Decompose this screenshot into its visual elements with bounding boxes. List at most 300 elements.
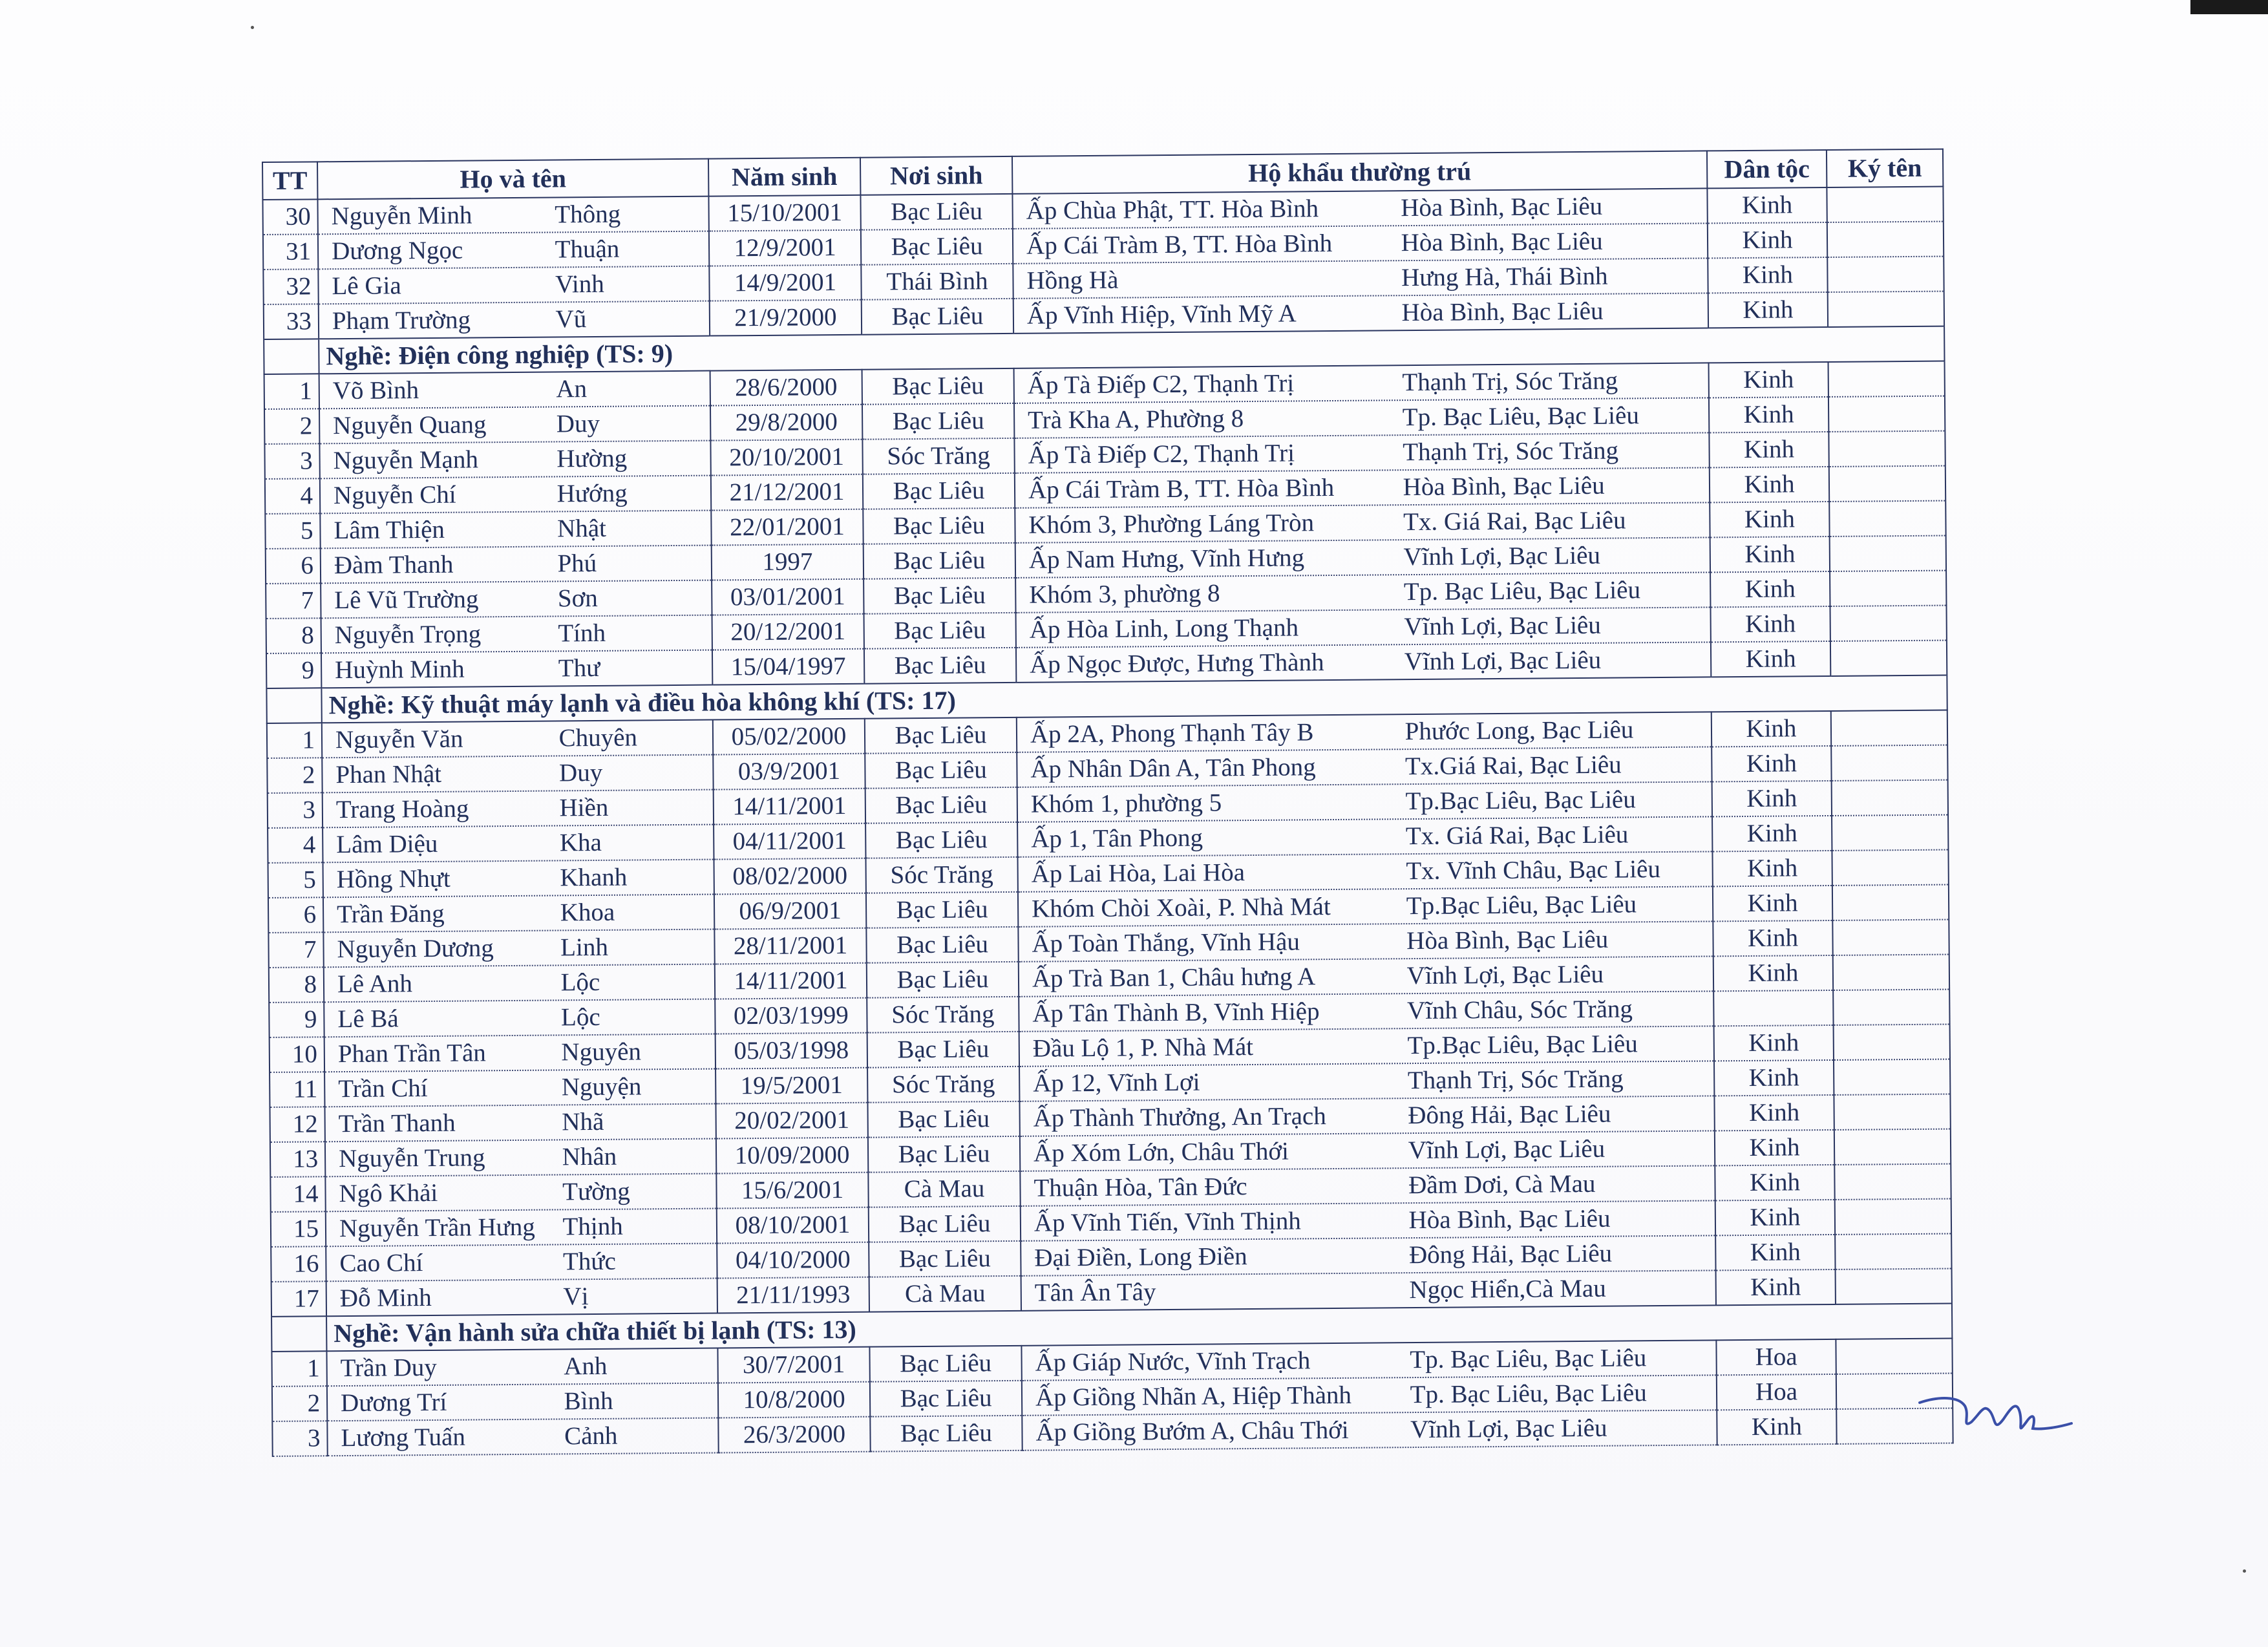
permanent-address bbox=[1023, 609, 1704, 646]
row-number: 10 bbox=[270, 1037, 324, 1072]
address-local: Khóm Chòi Xoài, P. Nhà Mát bbox=[1031, 893, 1331, 923]
address-local: Đại Điền, Long Điền bbox=[1034, 1242, 1247, 1272]
signature-cell bbox=[1828, 431, 1945, 467]
birth-date: 14/11/2001 bbox=[715, 963, 867, 999]
row-number: 33 bbox=[264, 304, 319, 339]
permanent-address bbox=[1025, 887, 1706, 925]
signature-cell bbox=[1830, 571, 1946, 606]
permanent-address-cell bbox=[1014, 398, 1709, 438]
given-name: Nhân bbox=[562, 1142, 617, 1171]
address-local: Ấp Thành Thưởng, An Trạch bbox=[1033, 1102, 1326, 1132]
row-number: 5 bbox=[265, 513, 320, 549]
row-number: 3 bbox=[272, 1421, 327, 1456]
row-number: 5 bbox=[268, 862, 323, 898]
permanent-address bbox=[1026, 992, 1706, 1030]
full-name bbox=[332, 1036, 708, 1071]
signature-cell bbox=[1834, 1094, 1950, 1130]
header-ho-va-ten: Họ và tên bbox=[317, 159, 708, 200]
birth-date: 05/02/2000 bbox=[713, 719, 865, 755]
birth-date: 26/3/2000 bbox=[718, 1417, 870, 1453]
row-number: 7 bbox=[266, 583, 321, 619]
full-name bbox=[328, 582, 705, 617]
signature-cell bbox=[1832, 780, 1948, 816]
family-middle-name: Nguyễn Chí bbox=[333, 480, 456, 510]
birth-date: 21/9/2000 bbox=[710, 300, 862, 336]
signature-cell bbox=[1831, 710, 1947, 746]
given-name: Thư bbox=[558, 653, 600, 683]
birth-place: Bạc Liêu bbox=[869, 1346, 1021, 1382]
permanent-address bbox=[1029, 1376, 1710, 1414]
address-local: Ấp Toàn Thắng, Vĩnh Hậu bbox=[1032, 928, 1300, 958]
signature-cell bbox=[1828, 292, 1944, 327]
family-middle-name: Phạm Trường bbox=[332, 306, 471, 335]
permanent-address bbox=[1026, 957, 1706, 995]
permanent-address bbox=[1026, 1062, 1707, 1100]
permanent-address-cell bbox=[1020, 1165, 1715, 1206]
full-name bbox=[326, 407, 703, 443]
permanent-address-cell bbox=[1013, 293, 1708, 333]
permanent-address-cell bbox=[1014, 432, 1709, 473]
full-name-cell bbox=[323, 790, 714, 828]
row-number: 9 bbox=[266, 653, 321, 688]
full-name bbox=[334, 1350, 710, 1385]
row-number: 1 bbox=[271, 1351, 326, 1387]
birth-place: Bạc Liêu bbox=[867, 1101, 1019, 1138]
address-local: Ấp Vĩnh Tiến, Vĩnh Thịnh bbox=[1033, 1207, 1301, 1237]
address-district-province: Tp. Bạc Liêu, Bạc Liêu bbox=[1410, 1344, 1647, 1374]
given-name: Vũ bbox=[555, 305, 587, 334]
full-name bbox=[330, 861, 707, 897]
signature-cell bbox=[1834, 1164, 1951, 1200]
full-name bbox=[330, 931, 707, 966]
address-local: Ấp Tân Thành B, Vĩnh Hiệp bbox=[1032, 997, 1320, 1028]
section-tt-cell bbox=[266, 688, 321, 723]
row-number: 6 bbox=[268, 897, 323, 933]
signature-cell bbox=[1835, 1234, 1951, 1270]
full-name bbox=[333, 1245, 710, 1280]
address-district-province: Tp. Bạc Liêu, Bạc Liêu bbox=[1403, 576, 1641, 606]
birth-date: 14/11/2001 bbox=[714, 789, 865, 825]
address-district-province: Ngọc Hiển,Cà Mau bbox=[1409, 1274, 1606, 1304]
birth-place: Sóc Trăng bbox=[865, 857, 1017, 893]
permanent-address-cell bbox=[1017, 851, 1712, 891]
ethnicity: Kinh bbox=[1716, 1270, 1836, 1305]
birth-place: Bạc Liêu bbox=[866, 927, 1018, 963]
full-name-cell bbox=[327, 1383, 718, 1421]
given-name: Vị bbox=[563, 1282, 589, 1311]
full-name-cell bbox=[324, 1034, 715, 1072]
full-name-cell bbox=[327, 1418, 718, 1456]
header-dan-toc: Dân tộc bbox=[1707, 150, 1827, 188]
signature-cell bbox=[1830, 606, 1946, 641]
section-title: Nghề: Vận hành sửa chữa thiết bị lạnh (TS: 13) bbox=[326, 1304, 1952, 1352]
ethnicity: Kinh bbox=[1714, 1095, 1834, 1131]
full-name bbox=[326, 372, 703, 408]
family-middle-name: Nguyễn Quang bbox=[333, 410, 487, 440]
given-name: Thịnh bbox=[562, 1212, 623, 1241]
address-district-province: Hưng Hà, Thái Bình bbox=[1401, 262, 1608, 292]
birth-date: 29/8/2000 bbox=[710, 405, 862, 441]
row-number: 32 bbox=[263, 269, 318, 304]
birth-date: 19/5/2001 bbox=[715, 1068, 867, 1104]
address-local: Thuận Hòa, Tân Đức bbox=[1033, 1173, 1247, 1202]
row-number: 3 bbox=[264, 443, 319, 479]
full-name bbox=[332, 1140, 709, 1176]
birth-place: Bạc Liêu bbox=[865, 717, 1017, 754]
permanent-address-cell bbox=[1015, 467, 1710, 507]
ethnicity: Kinh bbox=[1712, 711, 1831, 747]
ethnicity: Kinh bbox=[1714, 1025, 1834, 1061]
row-number: 3 bbox=[268, 792, 323, 828]
birth-place: Bạc Liêu bbox=[869, 1206, 1021, 1242]
birth-place: Bạc Liêu bbox=[863, 473, 1015, 509]
full-name-cell bbox=[321, 580, 712, 619]
permanent-address bbox=[1021, 399, 1702, 437]
address-local: Ấp 1, Tân Phong bbox=[1031, 824, 1203, 853]
address-local: Ấp Trà Ban 1, Châu hưng A bbox=[1032, 962, 1316, 993]
permanent-address bbox=[1021, 434, 1702, 472]
section-title: Nghề: Điện công nghiệp (TS: 9) bbox=[319, 326, 1944, 374]
birth-date: 20/10/2001 bbox=[710, 440, 862, 476]
birth-date: 05/03/1998 bbox=[715, 1033, 867, 1069]
family-middle-name: Lương Tuấn bbox=[341, 1423, 466, 1452]
birth-date: 12/9/2001 bbox=[709, 230, 861, 266]
birth-date: 15/10/2001 bbox=[708, 195, 860, 231]
given-name: Thức bbox=[562, 1247, 616, 1276]
permanent-address-cell bbox=[1016, 607, 1711, 647]
address-local: Ấp Giồng Nhãn A, Hiệp Thành bbox=[1035, 1381, 1352, 1412]
full-name bbox=[329, 756, 706, 792]
full-name-cell bbox=[326, 1348, 717, 1387]
given-name: Thông bbox=[555, 200, 621, 229]
full-name bbox=[330, 896, 707, 931]
permanent-address bbox=[1024, 783, 1705, 820]
permanent-address-cell bbox=[1019, 991, 1713, 1031]
full-name bbox=[334, 1385, 711, 1420]
birth-date: 04/10/2000 bbox=[717, 1242, 869, 1279]
permanent-address-cell bbox=[1016, 642, 1711, 682]
birth-place: Bạc Liêu bbox=[864, 613, 1016, 649]
row-number: 1 bbox=[267, 723, 322, 758]
birth-date: 03/01/2001 bbox=[712, 579, 864, 615]
permanent-address bbox=[1028, 1202, 1708, 1239]
birth-date: 10/8/2000 bbox=[718, 1382, 870, 1418]
family-middle-name: Ngô Khải bbox=[339, 1178, 438, 1208]
family-middle-name: Lâm Thiện bbox=[334, 515, 445, 545]
signature-cell bbox=[1833, 955, 1949, 990]
ethnicity: Kinh bbox=[1713, 955, 1833, 991]
signature-cell bbox=[1830, 536, 1946, 571]
ethnicity: Kinh bbox=[1715, 1200, 1835, 1235]
full-name-cell bbox=[324, 999, 715, 1037]
permanent-address bbox=[1024, 713, 1704, 750]
row-number: 31 bbox=[263, 234, 318, 270]
birth-date: 15/6/2001 bbox=[716, 1173, 868, 1209]
signature-cell bbox=[1832, 885, 1949, 920]
address-local: Ấp 2A, Phong Thạnh Tây B bbox=[1030, 718, 1314, 749]
given-name: Chuyên bbox=[558, 723, 638, 752]
signature-cell bbox=[1827, 187, 1943, 222]
full-name bbox=[331, 966, 708, 1001]
birth-date: 10/09/2000 bbox=[716, 1138, 868, 1174]
ethnicity: Kinh bbox=[1710, 502, 1829, 537]
birth-date: 04/11/2001 bbox=[714, 824, 865, 860]
birth-date: 08/02/2000 bbox=[714, 858, 866, 895]
family-middle-name: Lê Vũ Trường bbox=[334, 585, 479, 615]
row-number: 17 bbox=[271, 1281, 326, 1317]
address-district-province: Hòa Bình, Bạc Liêu bbox=[1406, 925, 1609, 955]
permanent-address bbox=[1022, 504, 1702, 542]
full-name-cell bbox=[321, 615, 712, 653]
row-number: 4 bbox=[265, 478, 320, 514]
row-number: 8 bbox=[266, 618, 321, 653]
signature-cell bbox=[1827, 222, 1944, 257]
birth-place: Bạc Liêu bbox=[862, 299, 1013, 335]
given-name: Kha bbox=[559, 828, 602, 857]
permanent-address bbox=[1022, 469, 1702, 507]
ethnicity: Kinh bbox=[1710, 571, 1830, 607]
given-name: An bbox=[556, 375, 588, 403]
birth-place: Bạc Liêu bbox=[867, 1032, 1019, 1068]
address-local: Ấp Nhân Dân A, Tân Phong bbox=[1030, 753, 1316, 783]
given-name: Hướng bbox=[556, 479, 628, 508]
given-name: Anh bbox=[564, 1352, 608, 1381]
full-name-cell bbox=[321, 650, 712, 688]
birth-place: Bạc Liêu bbox=[866, 892, 1018, 928]
full-name bbox=[328, 547, 705, 582]
header-noi-sinh: Nơi sinh bbox=[860, 156, 1012, 195]
full-name bbox=[327, 477, 704, 513]
full-name bbox=[324, 198, 701, 233]
ethnicity: Kinh bbox=[1712, 781, 1832, 816]
signature-cell bbox=[1831, 745, 1947, 781]
section-title: Nghề: Kỹ thuật máy lạnh và điều hòa không khí (TS: 17) bbox=[321, 675, 1947, 723]
row-number: 9 bbox=[269, 1002, 324, 1037]
permanent-address-cell bbox=[1015, 572, 1710, 612]
signature-cell bbox=[1829, 466, 1945, 502]
permanent-address-cell bbox=[1018, 886, 1713, 926]
ethnicity: Kinh bbox=[1710, 606, 1830, 642]
given-name: Nguyên bbox=[561, 1037, 642, 1067]
address-local: Ấp Cái Tràm B, TT. Hòa Bình bbox=[1026, 229, 1333, 260]
permanent-address bbox=[1019, 190, 1700, 228]
permanent-address bbox=[1025, 922, 1706, 960]
address-district-province: Tp.Bạc Liêu, Bạc Liêu bbox=[1407, 1030, 1638, 1060]
given-name: Lộc bbox=[560, 968, 600, 997]
permanent-address bbox=[1021, 295, 1701, 332]
given-name: Hiền bbox=[559, 793, 609, 822]
permanent-address-cell bbox=[1019, 1061, 1714, 1101]
permanent-address-cell bbox=[1013, 258, 1708, 298]
permanent-address-cell bbox=[1017, 816, 1712, 856]
address-district-province: Vĩnh Lợi, Bạc Liêu bbox=[1410, 1414, 1607, 1444]
ethnicity: Kinh bbox=[1709, 432, 1828, 467]
address-district-province: Tp.Bạc Liêu, Bạc Liêu bbox=[1406, 890, 1637, 920]
birth-date: 14/9/2001 bbox=[709, 265, 861, 301]
permanent-address-cell bbox=[1017, 747, 1712, 787]
birth-date: 21/12/2001 bbox=[711, 474, 863, 511]
birth-date: 08/10/2001 bbox=[717, 1207, 869, 1244]
row-number: 2 bbox=[264, 409, 319, 444]
address-district-province: Tx. Vĩnh Châu, Bạc Liêu bbox=[1406, 855, 1661, 886]
permanent-address bbox=[1026, 1027, 1707, 1065]
full-name-cell bbox=[324, 964, 715, 1003]
address-district-province: Vĩnh Lợi, Bạc Liêu bbox=[1404, 646, 1602, 676]
row-number: 2 bbox=[267, 758, 322, 793]
signature-cell bbox=[1834, 1129, 1951, 1165]
full-name-cell bbox=[317, 197, 708, 235]
full-name bbox=[328, 652, 705, 687]
address-district-province: Hòa Bình, Bạc Liêu bbox=[1401, 192, 1603, 222]
birth-date: 20/02/2001 bbox=[715, 1103, 867, 1139]
birth-date: 20/12/2001 bbox=[712, 614, 864, 650]
family-middle-name: Đỗ Minh bbox=[339, 1283, 432, 1313]
family-middle-name: Nguyễn Dương bbox=[337, 934, 494, 964]
address-district-province: Đông Hải, Bạc Liêu bbox=[1408, 1239, 1613, 1270]
permanent-address bbox=[1028, 1341, 1709, 1379]
address-local: Khóm 1, phường 5 bbox=[1030, 789, 1222, 818]
ethnicity: Kinh bbox=[1717, 1409, 1836, 1445]
row-number: 6 bbox=[266, 548, 321, 584]
birth-place: Cà Mau bbox=[869, 1276, 1021, 1312]
full-name bbox=[334, 1280, 710, 1315]
given-name: Sơn bbox=[557, 584, 598, 613]
permanent-address-cell bbox=[1019, 1026, 1714, 1066]
permanent-address bbox=[1023, 644, 1704, 681]
ethnicity: Kinh bbox=[1713, 886, 1832, 921]
scan-corner-mark bbox=[2190, 0, 2268, 14]
signature-cell bbox=[1828, 361, 1945, 397]
family-middle-name: Nguyễn Trung bbox=[338, 1143, 485, 1173]
address-district-province: Hòa Bình, Bạc Liêu bbox=[1403, 471, 1605, 502]
signature-cell bbox=[1835, 1199, 1951, 1235]
ethnicity: Kinh bbox=[1710, 467, 1829, 502]
family-middle-name: Trần Duy bbox=[340, 1353, 437, 1383]
birth-place: Thái Bình bbox=[861, 264, 1013, 300]
address-local: Ấp Giồng Bướm A, Châu Thới bbox=[1035, 1416, 1349, 1447]
address-district-province: Phước Long, Bạc Liêu bbox=[1404, 716, 1634, 746]
address-local: Khóm 3, Phường Láng Tròn bbox=[1028, 509, 1315, 539]
address-local: Ấp Xóm Lớn, Châu Thới bbox=[1033, 1137, 1289, 1167]
address-district-province: Tp.Bạc Liêu, Bạc Liêu bbox=[1405, 785, 1636, 816]
full-name-cell bbox=[323, 930, 714, 968]
family-middle-name: Nguyễn Trọng bbox=[334, 620, 482, 650]
roster-table-wrapper bbox=[262, 149, 1953, 1457]
address-district-province: Tx. Giá Rai, Bạc Liêu bbox=[1405, 820, 1629, 851]
full-name-cell bbox=[323, 860, 714, 898]
permanent-address bbox=[1021, 365, 1702, 402]
address-local: Khóm 3, phường 8 bbox=[1029, 579, 1220, 609]
full-name-cell bbox=[324, 1104, 715, 1142]
birth-place: Sóc Trăng bbox=[867, 1067, 1019, 1103]
roster-body bbox=[262, 187, 1953, 1456]
address-local: Trà Kha A, Phường 8 bbox=[1028, 405, 1244, 434]
full-name-cell bbox=[323, 895, 714, 933]
birth-place: Bạc Liêu bbox=[863, 508, 1015, 544]
family-middle-name: Cao Chí bbox=[339, 1249, 423, 1278]
row-number: 12 bbox=[270, 1107, 324, 1142]
ethnicity: Hoa bbox=[1716, 1339, 1836, 1375]
full-name bbox=[332, 1070, 708, 1106]
section-tt-cell bbox=[264, 339, 319, 374]
full-name-cell bbox=[318, 266, 709, 304]
address-local: Ấp Hòa Linh, Long Thạnh bbox=[1029, 613, 1299, 644]
dust-speck bbox=[251, 26, 254, 29]
row-number: 15 bbox=[271, 1211, 326, 1247]
given-name: Linh bbox=[560, 933, 609, 962]
full-name-cell bbox=[322, 755, 713, 793]
full-name bbox=[332, 1105, 709, 1141]
permanent-address-cell bbox=[1021, 1340, 1716, 1380]
full-name bbox=[329, 721, 706, 757]
ethnicity: Kinh bbox=[1715, 1130, 1834, 1165]
family-middle-name: Huỳnh Minh bbox=[335, 655, 465, 685]
family-middle-name: Dương Ngọc bbox=[331, 236, 463, 266]
section-tt-cell bbox=[271, 1316, 326, 1352]
ethnicity: Kinh bbox=[1713, 920, 1832, 956]
birth-date: 30/7/2001 bbox=[717, 1347, 869, 1383]
full-name-cell bbox=[319, 371, 710, 409]
permanent-address bbox=[1028, 1237, 1708, 1274]
family-middle-name: Phan Trần Tân bbox=[337, 1039, 486, 1068]
given-name: Hường bbox=[556, 444, 628, 473]
full-name-cell bbox=[319, 406, 710, 444]
permanent-address bbox=[1025, 853, 1706, 890]
permanent-address bbox=[1027, 1132, 1708, 1169]
ethnicity: Kinh bbox=[1715, 1235, 1835, 1270]
full-name-cell bbox=[326, 1244, 717, 1282]
address-local: Ấp Giáp Nước, Vĩnh Trạch bbox=[1035, 1346, 1311, 1377]
given-name: Nhã bbox=[562, 1107, 604, 1136]
permanent-address-cell bbox=[1012, 188, 1707, 228]
birth-place: Bạc Liêu bbox=[861, 229, 1013, 265]
row-number: 16 bbox=[271, 1246, 326, 1282]
ethnicity: Kinh bbox=[1711, 641, 1830, 677]
address-local: Ấp Tà Điếp C2, Thạnh Trị bbox=[1028, 439, 1295, 469]
row-number: 11 bbox=[270, 1072, 324, 1107]
address-district-province: Hòa Bình, Bạc Liêu bbox=[1401, 227, 1603, 257]
birth-place: Bạc Liêu bbox=[869, 1241, 1021, 1277]
header-tt: TT bbox=[262, 162, 317, 200]
address-district-province: Hòa Bình, Bạc Liêu bbox=[1401, 297, 1604, 327]
address-district-province: Vĩnh Lợi, Bạc Liêu bbox=[1404, 611, 1601, 641]
family-middle-name: Hồng Nhựt bbox=[336, 864, 450, 894]
signature-cell bbox=[1827, 257, 1944, 292]
full-name-cell bbox=[321, 546, 712, 584]
header-nam-sinh: Năm sinh bbox=[708, 158, 860, 197]
birth-date: 28/11/2001 bbox=[714, 928, 866, 964]
address-local: Ấp 12, Vĩnh Lợi bbox=[1033, 1068, 1200, 1098]
address-local: Đầu Lộ 1, P. Nhà Mát bbox=[1032, 1032, 1254, 1063]
full-name-cell bbox=[318, 231, 709, 270]
row-number: 4 bbox=[268, 827, 323, 863]
ethnicity: Kinh bbox=[1715, 1165, 1834, 1200]
full-name bbox=[330, 791, 706, 827]
family-middle-name: Trần Đăng bbox=[336, 899, 445, 929]
family-middle-name: Trần Chí bbox=[338, 1074, 428, 1103]
row-number: 2 bbox=[272, 1386, 327, 1421]
family-middle-name: Lê Bá bbox=[337, 1004, 399, 1034]
permanent-address-cell bbox=[1021, 1235, 1715, 1275]
row-number: 14 bbox=[270, 1176, 325, 1212]
ethnicity: Kinh bbox=[1712, 746, 1831, 781]
family-middle-name: Phan Nhật bbox=[335, 760, 442, 789]
permanent-address-cell bbox=[1017, 781, 1712, 822]
given-name: Tính bbox=[558, 619, 606, 648]
signature-cell bbox=[1834, 1059, 1950, 1095]
given-name: Khanh bbox=[560, 863, 628, 892]
full-name bbox=[328, 617, 705, 652]
